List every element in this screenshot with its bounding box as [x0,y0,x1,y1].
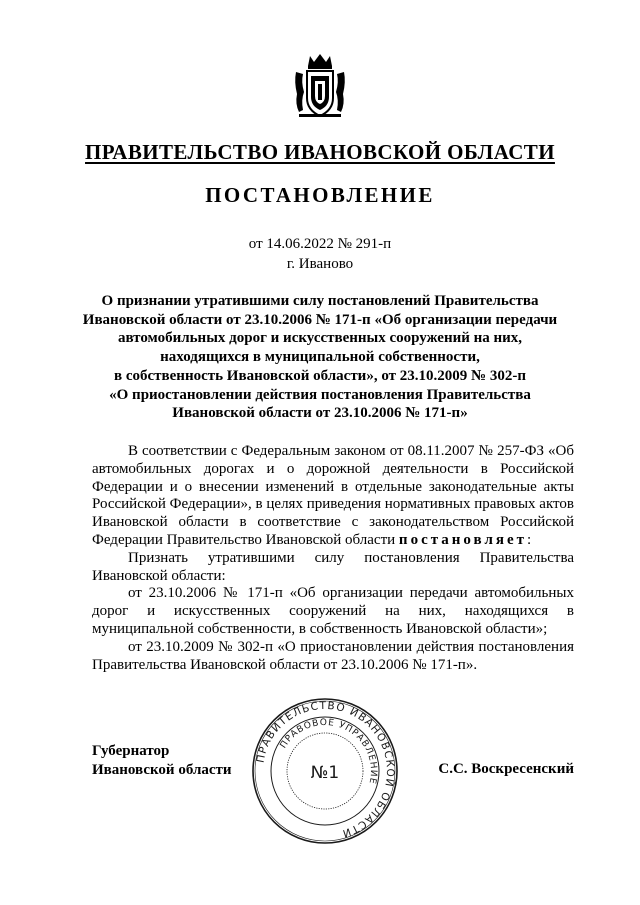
document-city: г. Иваново [286,256,354,272]
subject-line: О признании утратившими силу постановлений Правительства [101,293,539,309]
document-type-heading: ПОСТАНОВЛЕНИЕ [205,183,435,207]
decree-colon: : [527,531,532,548]
stamp-inner-text: ПРАВОВОЕ УПРАВЛЕНИЕ [278,717,379,786]
subject-line: автомобильных дорог и искусственных сооружений на них, [117,330,523,347]
subject-line: в собственность Ивановской области», от 23.10.2009 № 302-п [114,367,526,384]
signature-role [92,742,232,780]
subject-line: Ивановской области от 23.10.2006 № 171-п» [172,405,468,422]
body-paragraph-basis [92,443,574,550]
official-stamp [250,696,400,846]
body-paragraph-decision: Признать утратившими силу постановления Правительства Ивановской области: [92,549,574,584]
signature-role-line: Губернатор [92,743,170,759]
signature-name: С.С. Воскресенский [438,761,574,777]
government-title: ПРАВИТЕЛЬСТВО ИВАНОВСКОЙ ОБЛАСТИ [85,140,555,164]
document-date-number: от 14.06.2022 № 291-п [248,236,392,252]
body-paragraph-basis-text: В соответствии с Федеральным законом от 08.11.2007 № 257-ФЗ «Об автомобильных дорогах и о дорожной деятельности в Российской Федерации и о внесении изменений в отдельные законодательные акты Российской Федерации», в целях приведения нормативных правовых актов Ивановской области в соответствие с законодательством Российской Федерации Правительство Ивановской области [92,443,574,548]
subject-line: находящихся в муниципальной собственности, [160,349,480,366]
stamp-outer-text: ПРАВИТЕЛЬСТВО ИВАНОВСКОЙ ОБЛАСТИ [254,699,397,840]
decree-word: постановляет [398,531,528,548]
document-body [92,443,574,674]
signature-role-line: Ивановской области [92,762,232,778]
body-paragraph-item-2: от 23.10.2009 № 302-п «О приостановлении действия постановления Правительства Ивановской области от 23.10.2006 № 171-п». [92,638,574,673]
document-subject [70,292,570,423]
coat-of-arms-emblem [293,52,347,122]
body-paragraph-item-1: от 23.10.2006 № 171-п «Об организации передачи автомобильных дорог и искусственных сооружений на них, находящихся в муниципальной собственности, в собственность Ивановской области»; [92,585,574,637]
subject-line: Ивановской области от 23.10.2006 № 171-п «Об организации передачи [82,311,558,328]
subject-line: «О приостановлении действия постановления Правительства [109,386,531,403]
stamp-center-number: №1 [310,763,340,783]
